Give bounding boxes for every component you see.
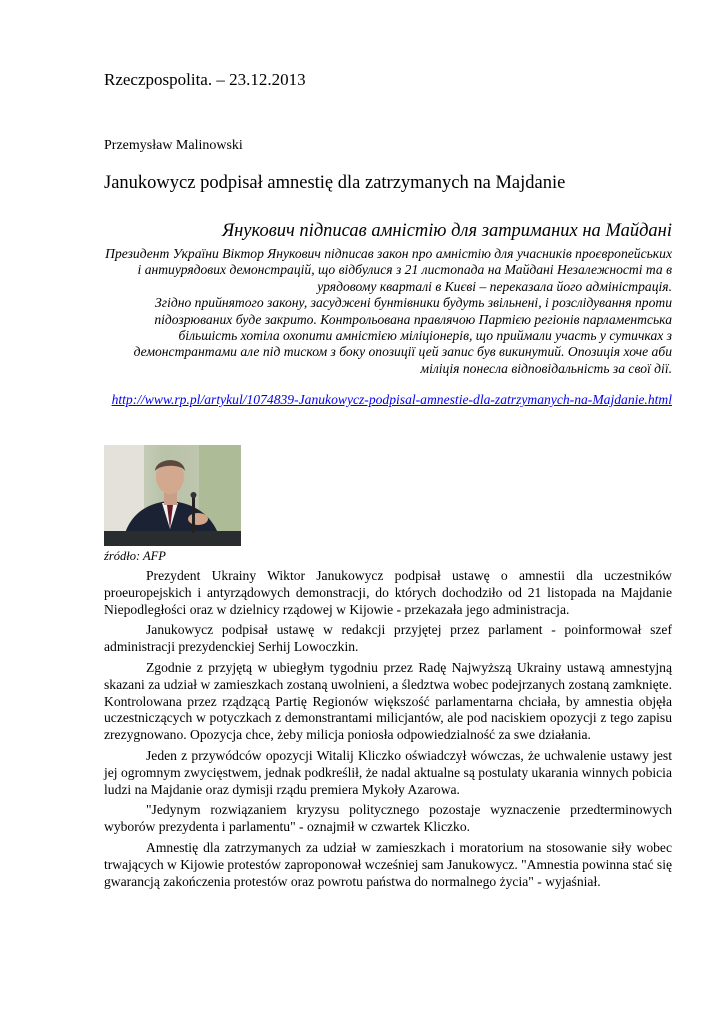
- body-paragraph: Janukowycz podpisał ustawę w redakcji przyjętej przez parlament - poinformował szef administracji prezydenckiej Serhij Lowoczkin.: [104, 622, 672, 655]
- author-name: Przemysław Malinowski: [104, 138, 243, 153]
- ukrainian-title: Янукович підписав амністію для затриманих на Майдані: [221, 221, 672, 241]
- photo-image: [104, 445, 241, 546]
- photo-caption: źródło: AFP: [104, 549, 166, 563]
- article-link[interactable]: http://www.rp.pl/artykul/1074839-Janukowycz-podpisal-amnestie-dla-zatrzymanych-na-Majdanie.html: [111, 392, 672, 407]
- body-paragraph: Jeden z przywódców opozycji Witalij Kliczko oświadczył wówczas, że uchwalenie ustawy jest jej ogromnym zwycięstwem, jednak podkreślił, że nadal aktualne są postulaty ukarania winnych pobicia ludzi na Majdanie oraz dymisji rządu premiera Mykoły Azarowa.: [104, 747, 672, 797]
- article-body: [104, 568, 672, 894]
- body-paragraph: Amnestię dla zatrzymanych za udział w zamieszkach i moratorium na stosowanie siły wobec trwających w Kijowie protestów zaproponował wcześniej sam Janukowycz. "Amnestia powinna stać się gwarancją zakończenia protestów oraz powrotu państwa do normalnego życia" - wyjaśniał.: [104, 839, 673, 889]
- source-line: Rzeczpospolita. – 23.12.2013: [104, 70, 306, 89]
- body-paragraph: "Jedynym rozwiązaniem kryzysu politycznego pozostaje wyznaczenie przedterminowych wyborów prezydenta i parlamentu" - oznajmił w czwartek Kliczko.: [104, 802, 672, 835]
- ukrainian-summary: [104, 246, 672, 377]
- article-headline: Janukowycz podpisał amnestię dla zatrzymanych na Majdanie: [104, 173, 566, 193]
- body-paragraph: Prezydent Ukrainy Wiktor Janukowycz podpisał ustawę o amnestii dla uczestników proeuropejskich i antyrządowych demonstracji, do których dochodziło od 21 listopada na Majdanie Niepodległości oraz w dzielnicy rządowej w Kijowie - przekazała jego administracja.: [104, 568, 672, 617]
- article-photo: [104, 445, 241, 546]
- ukrainian-paragraph: Президент України Віктор Янукович підписав закон про амністію для учасників проєвропейських і антиурядових демонстрацій, що відбулися з 21 листопада на Майдані Незалежності та в урядовому кварталі в Києві – переказала його адміністрація.: [105, 246, 672, 294]
- body-paragraph: Zgodnie z przyjętą w ubiegłym tygodniu przez Radę Najwyższą Ukrainy ustawą amnestyjną skazani za udział w zamieszkach zostaną uwolnieni, a śledztwa wobec podejrzanych zostaną zamknięte. Kontrolowana przez rządzącą Partię Regionów większość parlamentarna chciała, by amnestia objęła uczestniczących w potyczkach z demonstrantami milicjantów, ale pod naciskiem opozycji z tego zapisu zrezygnowano. Opozycja chce, żeby milicja poniosła odpowiedzialność za swe działania.: [104, 659, 672, 743]
- ukrainian-paragraph: Згідно прийнятого закону, засуджені бунтівники будуть звільнені, і розслідування проти підозрюваних буде закрито. Контрольована правлячою Партією регіонів парламентська більшість хотіла охопити амністією міліціонерів, що приймали участь у сутичках з демонстрантами але під тиском з боку опозиції цей запис був викинутий. Опозиція хоче аби міліція понесла відповідальність за свої дії.: [133, 295, 672, 376]
